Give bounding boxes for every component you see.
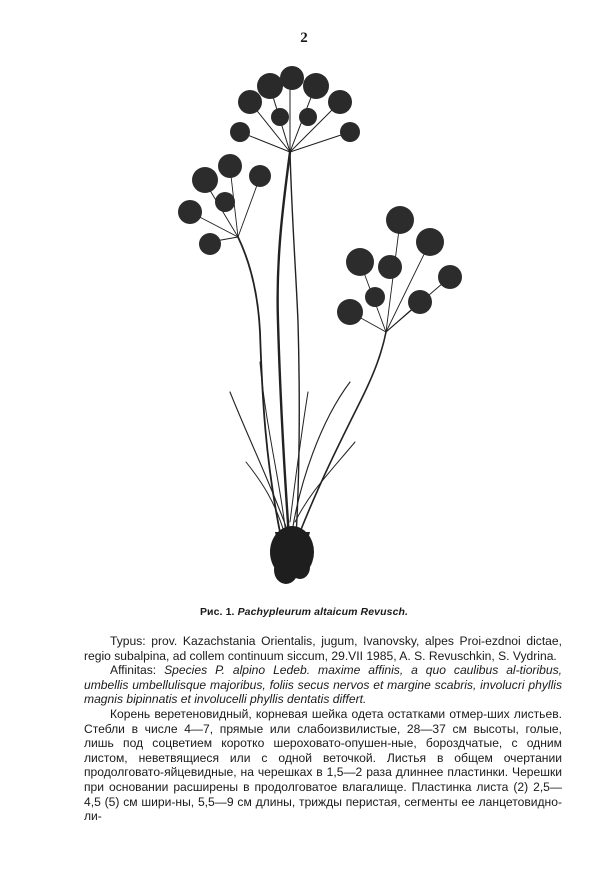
caption-species: Pachypleurum altaicum Revusch.	[237, 606, 409, 618]
page-number: 2	[300, 30, 308, 46]
figure-caption	[0, 606, 608, 618]
affinitas-text: Species P. alpino Ledeb. maxime affinis, a quo caulibus al-tioribus, umbellis umbellulisque majoribus, foliis secus nervos et margine scabris, involucri phyllis magnis bipinnatis et involucelli phyllis dentatis differt.	[84, 663, 562, 707]
description-paragraph: Корень веретеновидный, корневая шейка одета остатками отмер-ших листьев. Стебли в числе 4—7, прямые или слабоизвилистые, 28—37 см высоты, голые, лишь под соцветием коротко шероховато-опушен-ные, бороздчатые, с одним листом, неветвящиеся или с одной веточкой. Листья в общем очертании продолговато-яйцевидные, на черешках в 1,5—2 раза длиннее пластинки. Черешки при основании расширены в продолговатое влагалище. Пластинка листа (2) 2,5—4,5 (5) см шири-ны, 5,5—9 см длины, трижды перистая, сегменты ее ланцетовидно-ли-	[84, 706, 562, 824]
pachypleurum-drawing	[150, 62, 470, 592]
affinitas-label: Affinitas:	[110, 663, 157, 678]
typus-paragraph	[84, 634, 562, 663]
caption-prefix: Рис. 1.	[199, 606, 235, 618]
typus-text: prov. Kazachstania Orientalis, jugum, Ivanovsky, alpes Proi-ezdnoi dictae, regio subalpina, ad collem continuum siccum, 29.VII 1985, A. S. Revuschkin, S. Vydrina.	[84, 634, 562, 663]
typus-label: Typus:	[110, 634, 146, 648]
plant-illustration	[150, 62, 470, 592]
body-text	[84, 634, 562, 824]
affinitas-paragraph	[84, 663, 562, 707]
